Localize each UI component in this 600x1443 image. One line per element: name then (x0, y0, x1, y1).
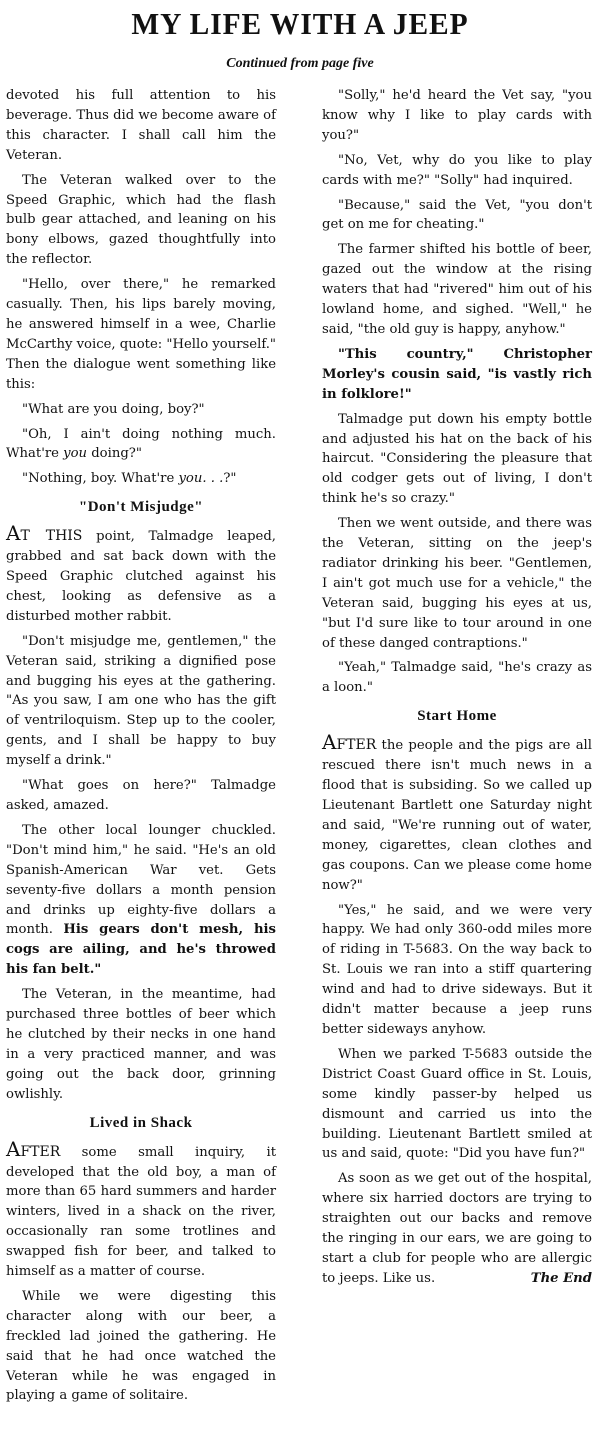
paragraph (6, 521, 276, 627)
section-heading: "Don't Misjudge" (78, 499, 204, 516)
text: "Oh, I ain't doing nothing much. What're (6, 426, 276, 462)
text: "Nothing, boy. What're (22, 471, 179, 487)
text: ?" (223, 471, 237, 487)
continued-note: Continued from page five (226, 56, 374, 71)
paragraph: "Because," said the Vet, "you don't get on me for cheating." (322, 197, 592, 233)
paragraph (6, 469, 276, 489)
paragraph: When we parked T-5683 outside the District Coast Guard office in St. Louis, some kindly passer-by helped us dismount and carried us into the building. Lieutenant Bartlett smiled at us and said, quote: "Did you have fun?" (322, 1046, 592, 1162)
paragraph: "Yeah," Talmadge said, "he's crazy as a loon." (322, 660, 592, 696)
paragraph (322, 1169, 592, 1288)
emphasis: you (63, 446, 88, 462)
lead-in: After (322, 730, 377, 755)
emphasis: you. . . (178, 471, 224, 487)
text: doing?" (87, 446, 142, 462)
bold-quote: His gears don't mesh, his cogs are ailing, and he's throwed his fan belt." (6, 922, 276, 978)
paragraph (322, 730, 592, 895)
paragraph: The Veteran, in the meantime, had purchased three bottles of beer which he clutched by their necks in one hand in a very practiced manner, and was going out the back door, grinning owlishly. (6, 987, 276, 1102)
lead-in: At this (6, 521, 83, 546)
article-title: MY LIFE WITH A JEEP (131, 6, 469, 41)
paragraph: "What goes on here?" Talmadge asked, amazed. (6, 778, 276, 813)
paragraph: The farmer shifted his bottle of beer, gazed out the window at the rising waters that had "rivered" him out of his lowland home, and sighed. "Well," he said, "the old guy is happy, anyhow." (322, 242, 592, 337)
paragraph: "Yes," he said, and we were very happy. We had only 360-odd miles more of riding in T-5683. On the way back to St. Louis we ran into a stiff quartering wind and had to drive sideways. But it didn't matter because a jeep runs better sideways anyhow. (322, 902, 592, 1037)
text: As soon as we get out of the hospital, where six harried doctors are trying to straighten out our backs and remove the ringing in our ears, we are going to start a club for people who are allergic to jeeps. Like us. (322, 1171, 592, 1286)
left-column (6, 86, 276, 1411)
paragraph: "Don't misjudge me, gentlemen," the Veteran said, striking a dignified pose and bugging his eyes at the gathering. "As you saw, I am one who has the gift of ventriloquism. Step up to the cooler, gents, and I shall be happy to buy myself a drink." (6, 633, 276, 769)
paragraph: devoted his full attention to his beverage. Thus did we become aware of this character. I shall call him the Veteran. (6, 88, 276, 163)
paragraph: "Solly," he'd heard the Vet say, "you know why I like to play cards with you?" (322, 88, 592, 143)
paragraph: "What are you doing, boy?" (22, 401, 205, 417)
paragraph (6, 1136, 276, 1282)
paragraph: Then we went outside, and there was the Veteran, sitting on the jeep's radiator drinking his beer. "Gentlemen, I ain't got much use for a vehicle," the Veteran said, bugging his eyes at us, "but I'd sure like to tour around in one of these danged contraptions." (322, 516, 592, 651)
section-heading: Start Home (417, 708, 497, 725)
text: some small inquiry, it developed that the old boy, a man of more than 65 hard summers and harder winters, lived in a shack on the river, occasionally ran some trotlines and swapped fish for beer, and talked to himself as a matter of course. (6, 1144, 276, 1280)
paragraph: Talmadge put down his empty bottle and adjusted his hat on the back of his haircut. "Considering the pleasure that old codger gets out of living, I don't think he's so crazy." (322, 411, 592, 507)
text: The other local lounger chuckled. "Don't mind him," he said. "He's an old Spanish-American War vet. Gets seventy-five dollars a month pension and drinks up eighty-five dollars a month. (6, 822, 276, 938)
text: the people and the pigs are all rescued there isn't much news in a flood that is subsiding. So we called up Lieutenant Bartlett one Saturday night and said, "We're running out of water, money, cigarettes, clean clothes and gas coupons. Can we please come home now?" (322, 738, 592, 893)
paragraph (6, 425, 276, 465)
paragraph: "Hello, over there," he remarked casually. Then, his lips barely moving, he answered himself in a wee, Charlie McCarthy voice, quote: "Hello yourself." Then the dialogue went something like this: (6, 277, 276, 392)
paragraph: "No, Vet, why do you like to play cards with me?" "Solly" had inquired. (322, 152, 592, 188)
bold-paragraph: "This country," Christopher Morley's cousin said, "is vastly rich in folklore!" (322, 346, 592, 402)
paragraph (6, 821, 276, 980)
paragraph: While we were digesting this character along with our beer, a freckled lad joined the gathering. He said that he had once watched the Veteran while he was engaged in playing a game of solitaire. (6, 1288, 276, 1404)
section-heading: Lived in Shack (89, 1114, 193, 1131)
right-column (322, 86, 592, 1294)
end-mark: The End (530, 1270, 592, 1286)
paragraph: The Veteran walked over to the Speed Graphic, which had the flash bulb gear attached, and leaning on his bony elbows, gazed thoughtfully into the reflector. (6, 172, 276, 268)
lead-in: After (6, 1136, 61, 1161)
text: point, Talmadge leaped, grabbed and sat back down with the Speed Graphic clutched against his chest, looking as defensive as a disturbed mother rabbit. (6, 529, 276, 624)
